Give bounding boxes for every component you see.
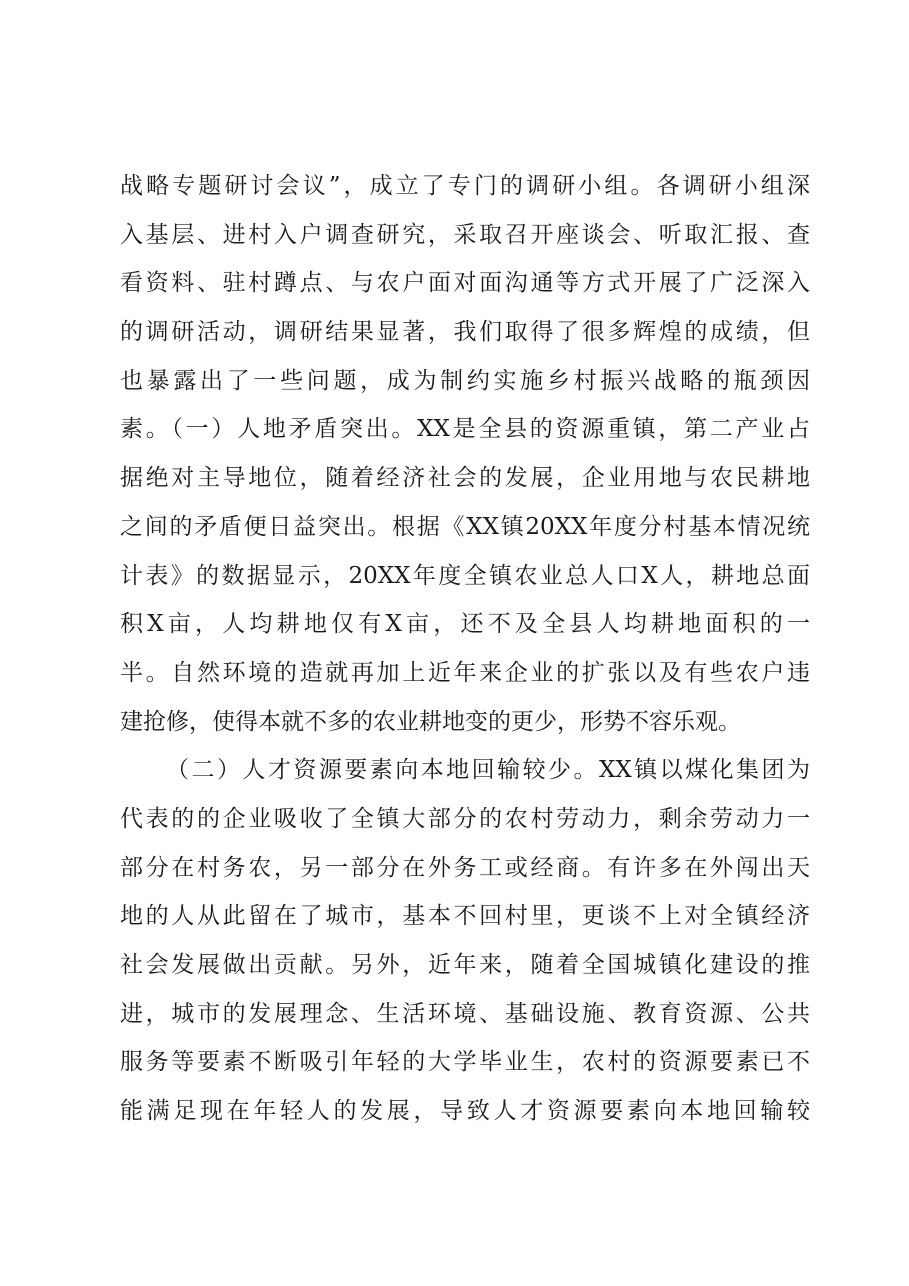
- text-line-1: 战略专题研讨会议”，成立了专门的调研小组。各调研小组深: [120, 173, 810, 199]
- text-line-10: 积X亩，人均耕地仅有X亩，还不及全县人均耕地面积的一: [120, 611, 810, 638]
- text-line-9: 计表》的数据显示，20XX年度全镇农业总人口X人，耕地总面: [120, 562, 810, 589]
- text-line-4: 的调研活动，调研结果显著，我们取得了很多辉煌的成绩，但: [120, 319, 810, 346]
- text-line-12: 建抢修，使得本就不多的农业耕地变的更少，形势不容乐观。: [120, 708, 741, 735]
- text-line-17: 社会发展做出贡献。另外，近年来，随着全国城镇化建设的推: [120, 952, 810, 978]
- text-line-7: 据绝对主导地位，随着经济社会的发展，企业用地与农民耕地: [120, 465, 810, 492]
- text-line-5: 也暴露出了一些问题，成为制约实施乡村振兴战略的瓶颈因: [120, 367, 810, 394]
- text-line-18: 进，城市的发展理念、生活环境、基础设施、教育资源、公共: [120, 1000, 810, 1027]
- text-line-6: 素。（一）人地矛盾突出。XX是全县的资源重镇，第二产业占: [120, 416, 810, 443]
- text-line-15: 部分在村务农，另一部分在外务工或经商。有许多在外闯出天: [120, 854, 810, 881]
- text-line-8: 之间的矛盾便日益突出。根据《XX镇20XX年度分村基本情况统: [120, 513, 810, 540]
- text-line-3: 看资料、驻村蹲点、与农户面对面沟通等方式开展了广泛深入: [120, 270, 810, 297]
- text-line-2: 入基层、进村入户调查研究，采取召开座谈会、听取汇报、查: [120, 221, 810, 248]
- text-line-13: （二）人才资源要素向本地回输较少。XX镇以煤化集团为: [166, 757, 810, 784]
- text-line-14: 代表的的企业吸收了全镇大部分的农村劳动力，剩余劳动力一: [120, 805, 810, 832]
- text-line-11: 半。自然环境的造就再加上近年来企业的扩张以及有些农户违: [120, 659, 810, 686]
- text-line-16: 地的人从此留在了城市，基本不回村里，更谈不上对全镇经济: [120, 903, 810, 930]
- text-line-19: 服务等要素不断吸引年轻的大学毕业生，农村的资源要素已不: [120, 1049, 810, 1076]
- text-line-20: 能满足现在年轻人的发展，导致人才资源要素向本地回输较: [120, 1098, 810, 1125]
- body-text: [120, 162, 810, 1136]
